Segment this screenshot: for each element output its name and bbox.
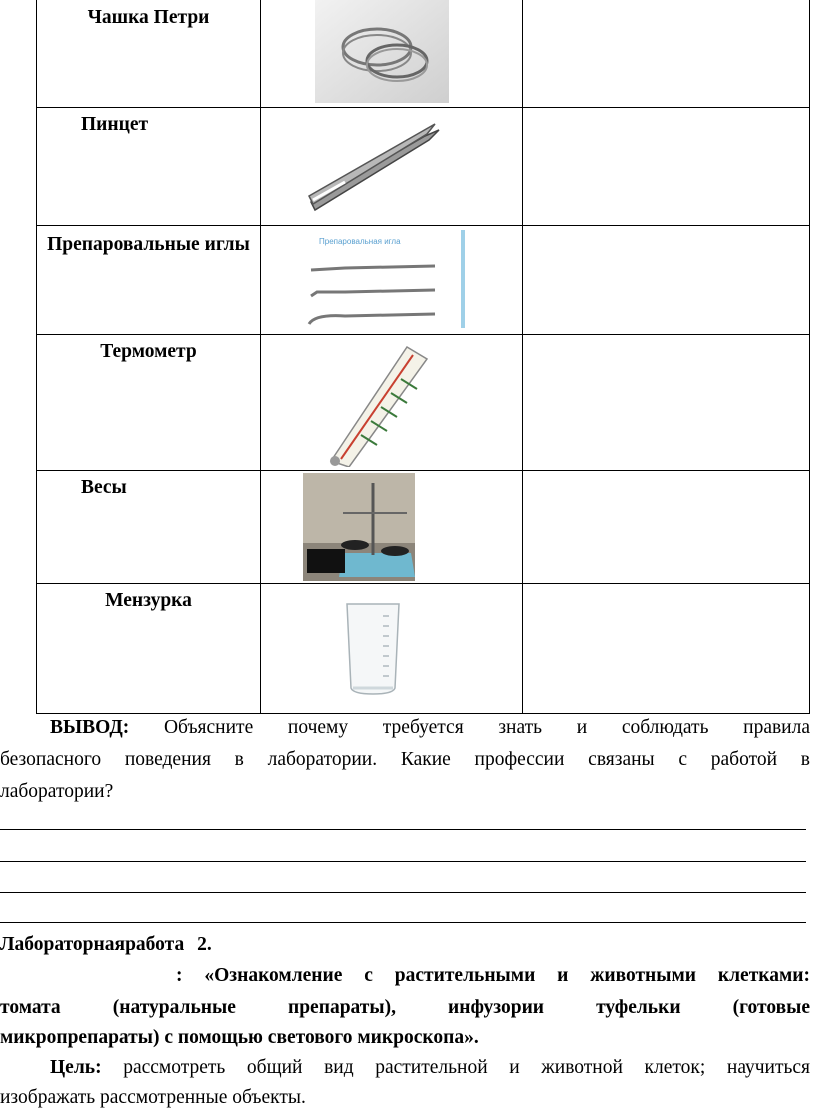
name-cell bbox=[37, 0, 261, 108]
table-row bbox=[37, 471, 810, 584]
table-row bbox=[37, 0, 810, 108]
answer-line bbox=[0, 922, 806, 923]
image-caption: Препаровальная игла bbox=[319, 237, 401, 246]
goal-text: рассмотреть общий вид растительной и животной клеток; научиться bbox=[123, 1057, 811, 1078]
equipment-name: Мензурка bbox=[105, 590, 192, 611]
equipment-name: Термометр bbox=[100, 341, 197, 362]
lab-title: Лабораторнаяработа 2. bbox=[0, 934, 212, 955]
lab-topic-line-3: микропрепараты) с помощью светового микроскопа». bbox=[0, 1027, 479, 1048]
goal-line-1 bbox=[0, 1052, 810, 1084]
lab-topic-line-2: томата (натуральные препараты), инфузории туфельки (готовые bbox=[0, 997, 810, 1018]
equipment-name: Пинцет bbox=[81, 114, 149, 135]
tweezers-image bbox=[305, 122, 445, 214]
equipment-name: Чашка Петри bbox=[87, 7, 210, 28]
conclusion-text: Объясните почему требуется знать и соблюдать правила bbox=[163, 717, 810, 738]
conclusion-line-3: лаборатории? bbox=[0, 781, 114, 802]
petri-dish-image bbox=[315, 0, 449, 103]
table-row bbox=[37, 108, 810, 226]
goal-label: Цель: bbox=[50, 1057, 102, 1078]
thermometer-image bbox=[321, 339, 441, 467]
equipment-table bbox=[36, 0, 810, 714]
answer-line bbox=[0, 892, 806, 893]
conclusion-line-2: безопасного поведения в лаборатории. Какие профессии связаны с работой в bbox=[0, 749, 810, 770]
scales-image bbox=[303, 473, 415, 581]
lab-topic-line-1: : «Ознакомление с растительными и животными клетками: bbox=[176, 965, 810, 986]
dissecting-needles-image bbox=[305, 230, 465, 328]
answer-line bbox=[0, 861, 806, 862]
empty-cell bbox=[523, 0, 810, 108]
image-cell bbox=[261, 0, 523, 108]
equipment-name: Весы bbox=[81, 477, 127, 498]
conclusion-label: ВЫВОД: bbox=[50, 717, 130, 738]
answer-line bbox=[0, 829, 806, 830]
table-row bbox=[37, 584, 810, 714]
conclusion-line-1 bbox=[0, 712, 810, 744]
measuring-cup-image bbox=[343, 602, 403, 696]
goal-line-2: изображать рассмотренные объекты. bbox=[0, 1087, 306, 1108]
table-row bbox=[37, 226, 810, 335]
table-row bbox=[37, 335, 810, 471]
equipment-name: Препаровальные иглы bbox=[47, 234, 250, 255]
